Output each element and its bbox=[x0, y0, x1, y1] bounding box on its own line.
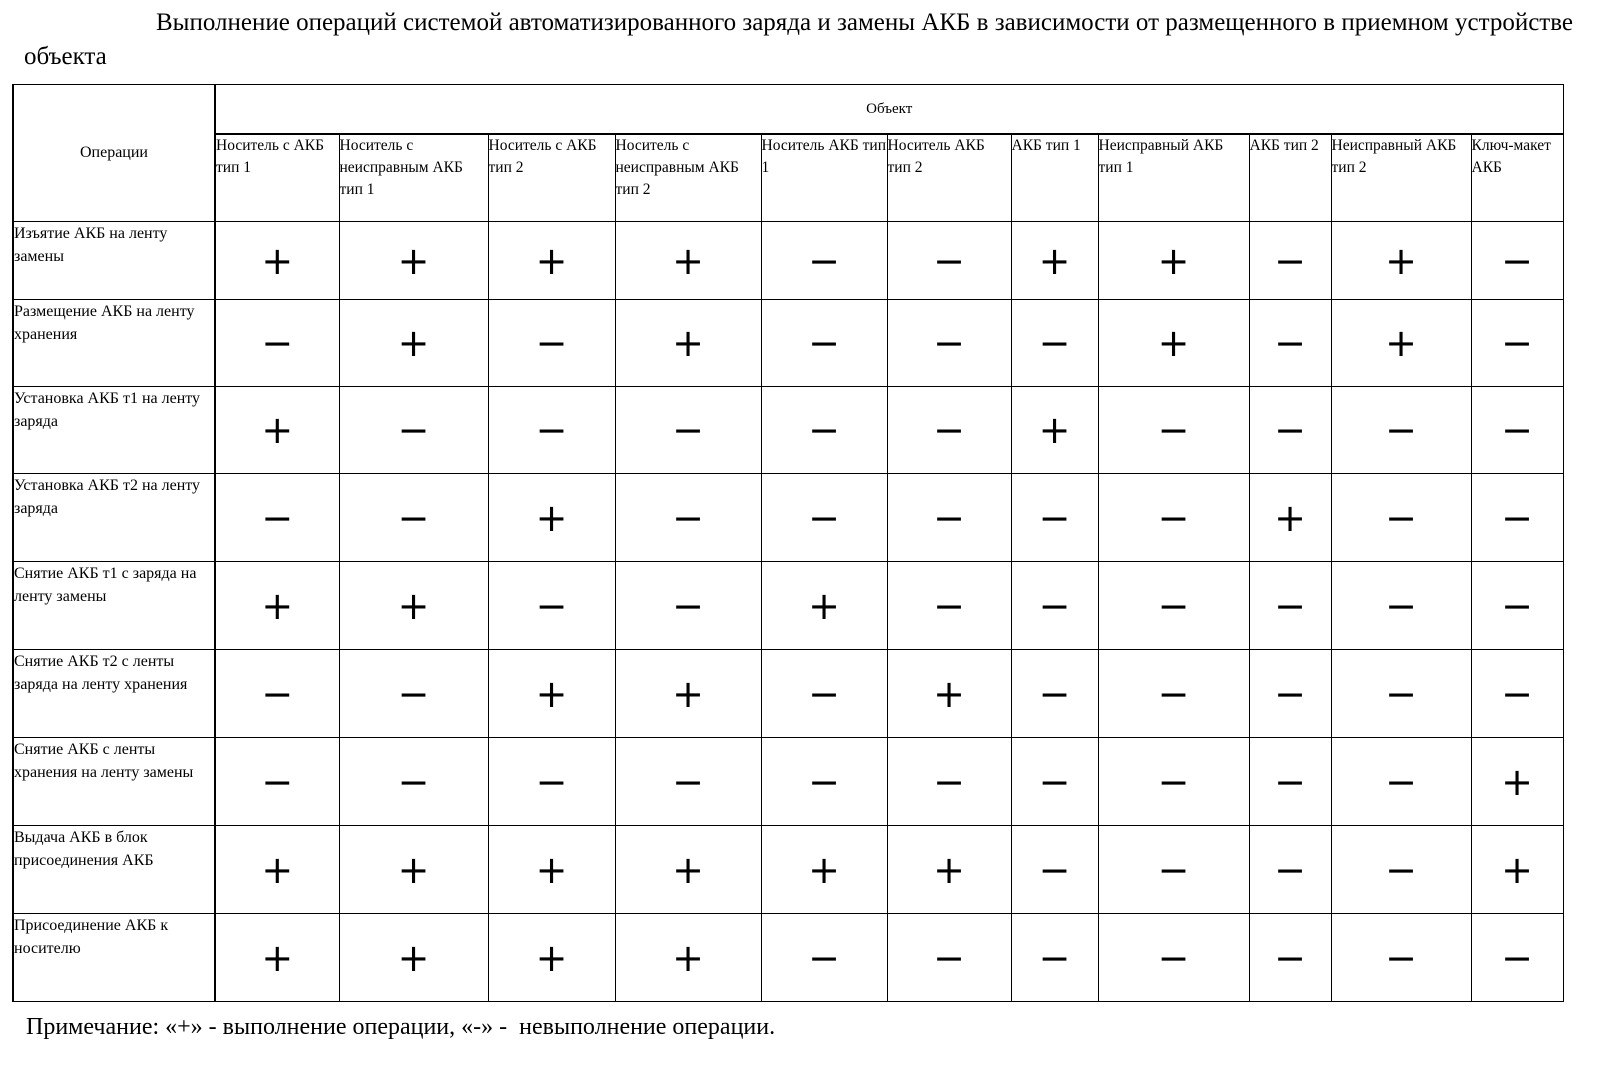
minus-mark: − bbox=[1011, 562, 1098, 650]
plus-mark: + bbox=[615, 650, 761, 738]
minus-mark: − bbox=[1331, 650, 1471, 738]
plus-mark: + bbox=[215, 387, 339, 474]
footnote: Примечание: «+» - выполнение операции, «-» - невыполнение операции. bbox=[26, 1014, 776, 1040]
plus-mark: + bbox=[615, 300, 761, 387]
operation-label: Снятие АКБ т1 с заряда на ленту замены bbox=[13, 562, 215, 650]
plus-mark: + bbox=[887, 650, 1011, 738]
minus-mark: − bbox=[1011, 474, 1098, 562]
minus-mark: − bbox=[488, 387, 615, 474]
minus-mark: − bbox=[887, 562, 1011, 650]
minus-mark: − bbox=[339, 474, 488, 562]
table-row bbox=[13, 650, 1563, 738]
minus-mark: − bbox=[1471, 300, 1563, 387]
minus-mark: − bbox=[1331, 387, 1471, 474]
plus-mark: + bbox=[887, 826, 1011, 914]
operation-label: Установка АКБ т1 на ленту заряда bbox=[13, 387, 215, 474]
minus-mark: − bbox=[615, 738, 761, 826]
operation-label: Снятие АКБ с ленты хранения на ленту замены bbox=[13, 738, 215, 826]
minus-mark: − bbox=[1249, 562, 1331, 650]
minus-mark: − bbox=[1011, 738, 1098, 826]
plus-mark: + bbox=[488, 474, 615, 562]
minus-mark: − bbox=[1471, 562, 1563, 650]
column-header: Носитель с АКБ тип 1 bbox=[215, 134, 339, 222]
operation-label: Установка АКБ т2 на ленту заряда bbox=[13, 474, 215, 562]
minus-mark: − bbox=[215, 738, 339, 826]
operation-label: Выдача АКБ в блок присоединения АКБ bbox=[13, 826, 215, 914]
plus-mark: + bbox=[615, 914, 761, 1002]
column-header: АКБ тип 1 bbox=[1011, 134, 1098, 222]
document-title: Выполнение операций системой автоматизированного заряда и замены АКБ в зависимости от размещенного в приемном устройстве объекта bbox=[24, 9, 1573, 70]
minus-mark: − bbox=[1249, 738, 1331, 826]
operation-label: Присоединение АКБ к носителю bbox=[13, 914, 215, 1002]
object-header: Объект bbox=[215, 85, 1563, 135]
minus-mark: − bbox=[1471, 387, 1563, 474]
minus-mark: − bbox=[215, 474, 339, 562]
minus-mark: − bbox=[1098, 738, 1249, 826]
minus-mark: − bbox=[488, 562, 615, 650]
plus-mark: + bbox=[1011, 222, 1098, 300]
minus-mark: − bbox=[761, 474, 887, 562]
minus-mark: − bbox=[887, 474, 1011, 562]
table-row bbox=[13, 387, 1563, 474]
minus-mark: − bbox=[1331, 826, 1471, 914]
minus-mark: − bbox=[761, 222, 887, 300]
table-row bbox=[13, 562, 1563, 650]
minus-mark: − bbox=[339, 387, 488, 474]
minus-mark: − bbox=[761, 387, 887, 474]
table-row bbox=[13, 914, 1563, 1002]
column-header: Неисправный АКБ тип 2 bbox=[1331, 134, 1471, 222]
plus-mark: + bbox=[615, 222, 761, 300]
plus-mark: + bbox=[215, 222, 339, 300]
minus-mark: − bbox=[1249, 222, 1331, 300]
minus-mark: − bbox=[761, 300, 887, 387]
minus-mark: − bbox=[488, 738, 615, 826]
table-row bbox=[13, 826, 1563, 914]
column-header: Носитель с неисправным АКБ тип 2 bbox=[615, 134, 761, 222]
column-header: Ключ-макет АКБ bbox=[1471, 134, 1563, 222]
minus-mark: − bbox=[615, 474, 761, 562]
minus-mark: − bbox=[887, 222, 1011, 300]
table-row bbox=[13, 222, 1563, 300]
minus-mark: − bbox=[1331, 562, 1471, 650]
minus-mark: − bbox=[1011, 650, 1098, 738]
plus-mark: + bbox=[339, 222, 488, 300]
minus-mark: − bbox=[761, 914, 887, 1002]
plus-mark: + bbox=[339, 914, 488, 1002]
plus-mark: + bbox=[215, 562, 339, 650]
minus-mark: − bbox=[1011, 914, 1098, 1002]
minus-mark: − bbox=[887, 387, 1011, 474]
operation-label: Размещение АКБ на ленту хранения bbox=[13, 300, 215, 387]
minus-mark: − bbox=[1331, 914, 1471, 1002]
plus-mark: + bbox=[339, 562, 488, 650]
table-row bbox=[13, 738, 1563, 826]
operations-header: Операции bbox=[13, 85, 215, 222]
plus-mark: + bbox=[215, 826, 339, 914]
plus-mark: + bbox=[215, 914, 339, 1002]
column-header: Неисправный АКБ тип 1 bbox=[1098, 134, 1249, 222]
minus-mark: − bbox=[761, 738, 887, 826]
column-header: Носитель с АКБ тип 2 bbox=[488, 134, 615, 222]
minus-mark: − bbox=[1331, 738, 1471, 826]
minus-mark: − bbox=[1011, 826, 1098, 914]
table-row bbox=[13, 474, 1563, 562]
column-header: Носитель АКБ тип 1 bbox=[761, 134, 887, 222]
minus-mark: − bbox=[1249, 650, 1331, 738]
minus-mark: − bbox=[1249, 387, 1331, 474]
operation-label: Изъятие АКБ на ленту замены bbox=[13, 222, 215, 300]
plus-mark: + bbox=[1471, 738, 1563, 826]
plus-mark: + bbox=[339, 826, 488, 914]
minus-mark: − bbox=[1249, 826, 1331, 914]
plus-mark: + bbox=[488, 222, 615, 300]
minus-mark: − bbox=[887, 914, 1011, 1002]
minus-mark: − bbox=[887, 738, 1011, 826]
minus-mark: − bbox=[339, 738, 488, 826]
minus-mark: − bbox=[1249, 300, 1331, 387]
plus-mark: + bbox=[339, 300, 488, 387]
minus-mark: − bbox=[1098, 826, 1249, 914]
plus-mark: + bbox=[488, 914, 615, 1002]
minus-mark: − bbox=[887, 300, 1011, 387]
minus-mark: − bbox=[1471, 474, 1563, 562]
plus-mark: + bbox=[761, 562, 887, 650]
column-header-row bbox=[13, 134, 1563, 222]
plus-mark: + bbox=[761, 826, 887, 914]
column-header: АКБ тип 2 bbox=[1249, 134, 1331, 222]
plus-mark: + bbox=[1249, 474, 1331, 562]
table-row bbox=[13, 300, 1563, 387]
plus-mark: + bbox=[1471, 826, 1563, 914]
column-header: Носитель с неисправным АКБ тип 1 bbox=[339, 134, 488, 222]
minus-mark: − bbox=[215, 650, 339, 738]
column-header: Носитель АКБ тип 2 bbox=[887, 134, 1011, 222]
plus-mark: + bbox=[1331, 222, 1471, 300]
minus-mark: − bbox=[615, 562, 761, 650]
minus-mark: − bbox=[488, 300, 615, 387]
plus-mark: + bbox=[488, 826, 615, 914]
minus-mark: − bbox=[615, 387, 761, 474]
minus-mark: − bbox=[1249, 914, 1331, 1002]
minus-mark: − bbox=[1098, 562, 1249, 650]
plus-mark: + bbox=[1331, 300, 1471, 387]
table-body bbox=[13, 222, 1563, 1002]
operations-table bbox=[12, 84, 1564, 1002]
plus-mark: + bbox=[1011, 387, 1098, 474]
minus-mark: − bbox=[1331, 474, 1471, 562]
plus-mark: + bbox=[615, 826, 761, 914]
minus-mark: − bbox=[1098, 650, 1249, 738]
minus-mark: − bbox=[1471, 650, 1563, 738]
minus-mark: − bbox=[339, 650, 488, 738]
minus-mark: − bbox=[1098, 387, 1249, 474]
minus-mark: − bbox=[1471, 222, 1563, 300]
minus-mark: − bbox=[1011, 300, 1098, 387]
operation-label: Снятие АКБ т2 с ленты заряда на ленту хранения bbox=[13, 650, 215, 738]
minus-mark: − bbox=[1098, 914, 1249, 1002]
minus-mark: − bbox=[1098, 474, 1249, 562]
plus-mark: + bbox=[1098, 222, 1249, 300]
plus-mark: + bbox=[488, 650, 615, 738]
minus-mark: − bbox=[215, 300, 339, 387]
minus-mark: − bbox=[761, 650, 887, 738]
plus-mark: + bbox=[1098, 300, 1249, 387]
minus-mark: − bbox=[1471, 914, 1563, 1002]
